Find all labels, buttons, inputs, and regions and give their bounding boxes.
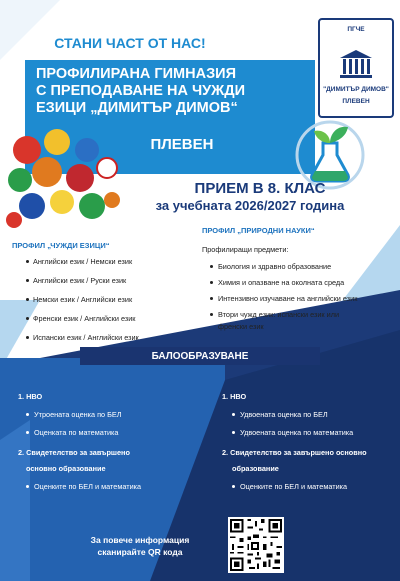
list-item-continued: френски език (218, 322, 264, 331)
list-item: Интензивно изучаване на английски език (218, 294, 358, 303)
bullet-icon (26, 317, 29, 320)
bullet-icon (210, 313, 213, 316)
grading-right-cert: 2. Свидетелство за завършено основно (222, 448, 367, 457)
list-item: Оценките по БЕЛ и математика (240, 482, 348, 491)
join-us-heading: СТАНИ ЧАСТ ОТ НАС! (54, 35, 206, 51)
profile-languages-title: ПРОФИЛ „ЧУЖДИ ЕЗИЦИ“ (12, 241, 110, 250)
bullet-icon (210, 281, 213, 284)
qr-caption (60, 534, 220, 558)
list-item: Оценката по математика (34, 428, 119, 437)
grading-title: БАЛООБРАЗУВАНЕ (151, 351, 249, 362)
grading-left-cert-2: основно образование (26, 464, 106, 473)
list-item: Оценките по БЕЛ и математика (34, 482, 142, 491)
list-item: Биология и здравно образование (218, 262, 332, 271)
qr-caption-line: сканирайте QR кода (97, 547, 183, 557)
bullet-icon (26, 336, 29, 339)
language-spheres-illustration (2, 120, 122, 232)
bullet-icon (26, 485, 29, 488)
school-title-line: С ПРЕПОДАВАНЕ НА ЧУЖДИ (36, 83, 246, 99)
bullet-icon (26, 431, 29, 434)
school-title-line: ЕЗИЦИ „ДИМИТЪР ДИМОВ“ (36, 100, 238, 116)
bullet-icon (26, 298, 29, 301)
admission-title: ПРИЕМ В 8. КЛАС (194, 180, 326, 197)
bullet-icon (26, 413, 29, 416)
profile-science-subtitle: Профилиращи предмети: (202, 245, 289, 254)
grading-left-cert: 2. Свидетелство за завършено (18, 448, 130, 457)
grading-left-nvo: 1. НВО (18, 392, 43, 401)
list-item: Удвоената оценка по БЕЛ (240, 410, 328, 419)
admission-year: за учебната 2026/2027 година (155, 198, 345, 213)
list-item: Английски език / Руски език (33, 276, 127, 285)
school-title-line: ПРОФИЛИРАНА ГИМНАЗИЯ (36, 66, 237, 82)
list-item: Немски език / Английски език (33, 295, 133, 304)
qr-caption-line: За повече информация (90, 535, 190, 545)
city-label: ПЛЕВЕН (150, 136, 214, 153)
logo-city: ПЛЕВЕН (342, 98, 370, 105)
bullet-icon (210, 265, 213, 268)
bullet-icon (210, 297, 213, 300)
columns-emblem-icon (338, 48, 374, 80)
grading-right-cert-2: образование (232, 464, 279, 473)
grading-right-nvo: 1. НВО (222, 392, 247, 401)
logo-abbr: ПГЧЕ (347, 26, 365, 33)
list-item: Испански език / Английски език (33, 333, 139, 342)
logo-name: "ДИМИТЪР ДИМОВ" (323, 86, 389, 93)
list-item: Втори чужд език: испански език или (218, 310, 340, 319)
bullet-icon (232, 431, 235, 434)
profile-science-title: ПРОФИЛ „ПРИРОДНИ НАУКИ“ (202, 226, 315, 235)
school-title (36, 66, 304, 117)
bullet-icon (26, 279, 29, 282)
bullet-icon (232, 485, 235, 488)
list-item: Утроената оценка по БЕЛ (34, 410, 122, 419)
list-item: Френски език / Английски език (33, 314, 136, 323)
list-item: Английски език / Немски език (33, 257, 133, 266)
bullet-icon (232, 413, 235, 416)
school-logo (318, 18, 394, 118)
bullet-icon (26, 260, 29, 263)
chemistry-flask-icon (290, 115, 370, 190)
list-item: Удвоената оценка по математика (240, 428, 354, 437)
qr-code[interactable] (228, 517, 284, 573)
list-item: Химия и опазване на околната среда (218, 278, 345, 287)
